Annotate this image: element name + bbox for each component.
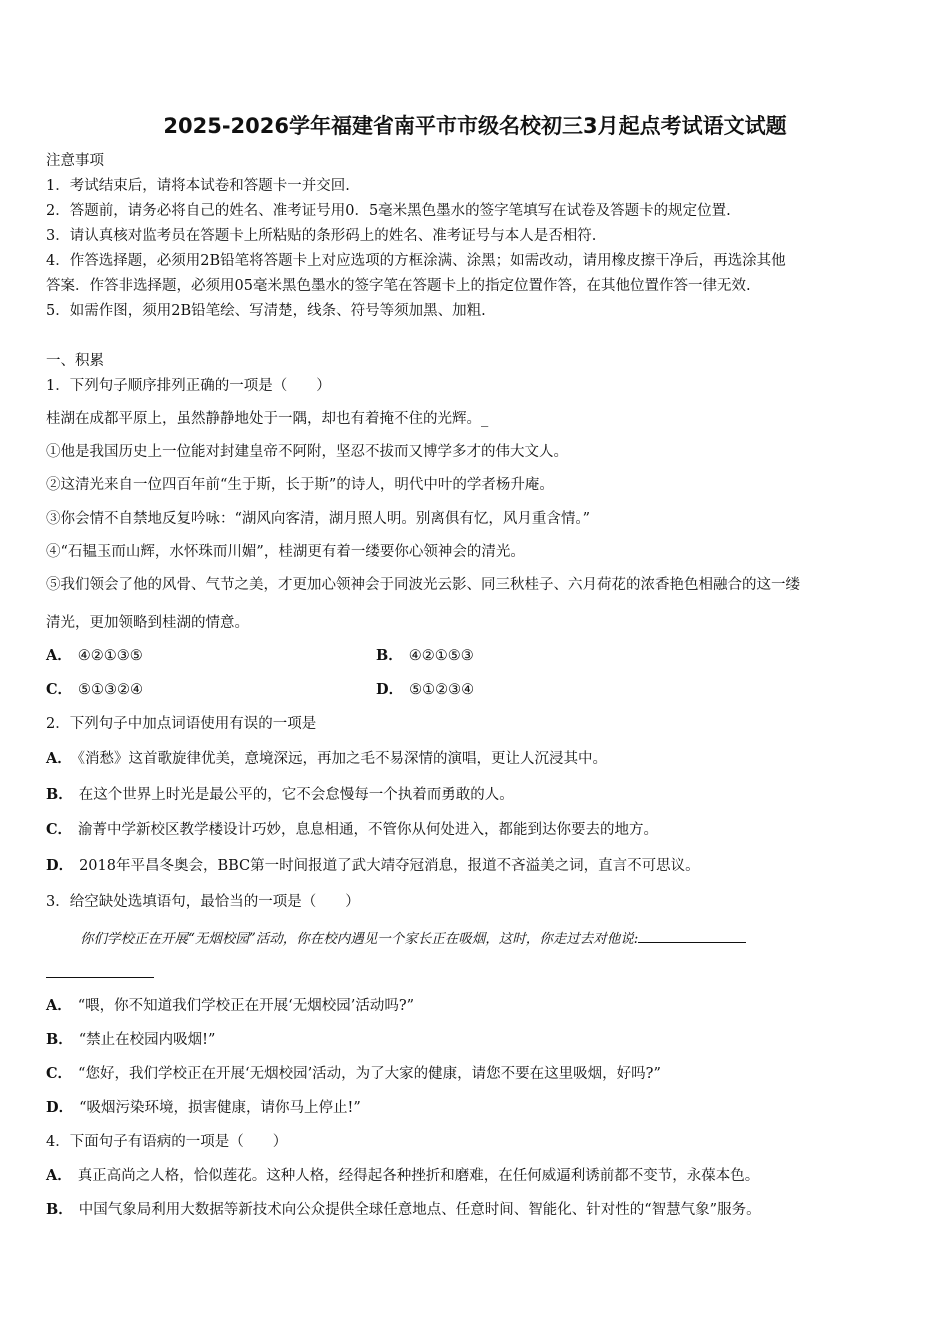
option-label: B． bbox=[46, 1201, 73, 1218]
option-label: D． bbox=[376, 681, 404, 698]
question-3-option-c[interactable] bbox=[46, 1065, 661, 1083]
option-text: ④②①③⑤ bbox=[77, 648, 143, 664]
option-text: 中国气象局利用大数据等新技术向公众提供全球任意地点、任意时间、智能化、针对性的“智慧气象”服务。 bbox=[78, 1202, 761, 1218]
notice-item: 4．作答选择题，必须用2B铅笔将答题卡上对应选项的方框涂满、涂黑；如需改动，请用橡皮擦干净后，再选涂其他 bbox=[46, 253, 786, 269]
question-3-stem: 3．给空缺处选填语句，最恰当的一项是（ ） bbox=[46, 894, 360, 910]
question-1-lead: 桂湖在成都平原上，虽然静静地处于一隅，却也有着掩不住的光辉。_ bbox=[46, 411, 489, 427]
question-2-stem: 2．下列句子中加点词语使用有误的一项是 bbox=[46, 716, 317, 732]
question-2-option-b[interactable] bbox=[46, 786, 514, 804]
notice-item: 5．如需作图，须用2B铅笔绘、写清楚，线条、符号等须加黑、加粗. bbox=[46, 303, 486, 319]
question-4-option-a[interactable] bbox=[46, 1167, 759, 1185]
option-label: A． bbox=[46, 750, 72, 767]
question-3-option-d[interactable] bbox=[46, 1099, 361, 1117]
option-text: “您好，我们学校正在开展‘无烟校园’活动，为了大家的健康，请您不要在这里吸烟，好吗?” bbox=[78, 1066, 661, 1082]
option-label: C． bbox=[46, 1065, 73, 1082]
question-1-option-a[interactable] bbox=[46, 647, 143, 665]
option-text: ⑤①②③④ bbox=[409, 682, 475, 698]
option-text: ④②①⑤③ bbox=[408, 648, 474, 664]
option-text: ⑤①③②④ bbox=[78, 682, 144, 698]
option-label: D． bbox=[46, 857, 74, 874]
notice-item: 3．请认真核对监考员在答题卡上所粘贴的条形码上的姓名、准考证号与本人是否相符. bbox=[46, 228, 597, 244]
option-label: A． bbox=[46, 1167, 72, 1184]
question-2-option-a[interactable] bbox=[46, 750, 607, 768]
question-1-sentence: ③你会情不自禁地反复吟咏：“湖风向客清，湖月照人明。别离俱有忆，风月重含情。” bbox=[46, 511, 591, 527]
option-label: B． bbox=[376, 647, 403, 664]
option-label: A． bbox=[46, 997, 72, 1014]
question-1-sentence: 清光，更加领略到桂湖的情意。 bbox=[46, 615, 249, 631]
option-label: C． bbox=[46, 821, 73, 838]
notice-item: 1．考试结束后，请将本试卷和答题卡一并交回. bbox=[46, 178, 350, 194]
section-heading: 一、积累 bbox=[46, 353, 104, 369]
option-label: C． bbox=[46, 681, 73, 698]
question-1-sentence: ①他是我国历史上一位能对封建皇帝不阿附，坚忍不拔而又博学多才的伟大文人。 bbox=[46, 444, 568, 460]
answer-blank[interactable] bbox=[638, 928, 746, 943]
option-label: B． bbox=[46, 1031, 73, 1048]
option-text: “吸烟污染环境，损害健康，请你马上停止!” bbox=[79, 1100, 361, 1116]
option-text: 真正高尚之人格，恰似莲花。这种人格，经得起各种挫折和磨难，在任何威逼利诱前都不变节，永葆本色。 bbox=[77, 1168, 760, 1184]
option-text: 渝菁中学新校区教学楼设计巧妙，息息相通，不管你从何处进入，都能到达你要去的地方。 bbox=[78, 822, 659, 838]
option-label: B． bbox=[46, 786, 73, 803]
question-1-option-b[interactable] bbox=[376, 647, 474, 665]
question-2-option-d[interactable] bbox=[46, 857, 700, 875]
question-1-sentence: ④“石韫玉而山辉，水怀珠而川媚”，桂湖更有着一缕要你心领神会的清光。 bbox=[46, 544, 525, 560]
question-4-stem: 4．下面句子有语病的一项是（ ） bbox=[46, 1134, 288, 1150]
question-1-stem: 1．下列句子顺序排列正确的一项是（ ） bbox=[46, 378, 331, 394]
question-2-option-c[interactable] bbox=[46, 821, 658, 839]
question-1-sentence: ⑤我们领会了他的风骨、气节之美，才更加心领神会于同波光云影、同三秋桂子、六月荷花的浓香艳色相融合的这一缕 bbox=[46, 577, 800, 593]
option-text: 2018年平昌冬奥会，BBC第一时间报道了武大靖夺冠消息，报道不吝溢美之词，直言不可思议。 bbox=[79, 858, 700, 874]
option-label: D． bbox=[46, 1099, 74, 1116]
question-3-option-b[interactable] bbox=[46, 1031, 215, 1049]
question-1-option-d[interactable] bbox=[376, 681, 474, 699]
page-title: 2025-2026学年福建省南平市市级名校初三3月起点考试语文试题 bbox=[163, 114, 787, 138]
question-1-sentence: ②这清光来自一位四百年前“生于斯，长于斯”的诗人，明代中叶的学者杨升庵。 bbox=[46, 477, 554, 493]
option-text: “喂，你不知道我们学校正在开展‘无烟校园’活动吗?” bbox=[77, 998, 415, 1014]
notice-heading: 注意事项 bbox=[46, 153, 104, 169]
option-text: 在这个世界上时光是最公平的，它不会怠慢每一个执着而勇敢的人。 bbox=[78, 787, 514, 803]
question-3-option-a[interactable] bbox=[46, 997, 414, 1015]
question-1-option-c[interactable] bbox=[46, 681, 143, 699]
question-3-context bbox=[80, 928, 746, 948]
notice-item: 2．答题前，请务必将自己的姓名、准考证号用0．5毫米黑色墨水的签字笔填写在试卷及答题卡的规定位置. bbox=[46, 203, 731, 219]
option-text: 《消愁》这首歌旋律优美，意境深远，再加之毛不易深情的演唱，更让人沉浸其中。 bbox=[77, 751, 608, 767]
answer-blank-continued bbox=[46, 977, 154, 978]
option-text: “禁止在校园内吸烟!” bbox=[78, 1032, 216, 1048]
question-4-option-b[interactable] bbox=[46, 1201, 761, 1219]
notice-item: 答案．作答非选择题，必须用05毫米黑色墨水的签字笔在答题卡上的指定位置作答，在其他位置作答一律无效. bbox=[46, 278, 751, 294]
option-label: A． bbox=[46, 647, 72, 664]
context-text: 你们学校正在开展“无烟校园”活动，你在校内遇见一个家长正在吸烟，这时，你走过去对他说: bbox=[80, 931, 639, 947]
